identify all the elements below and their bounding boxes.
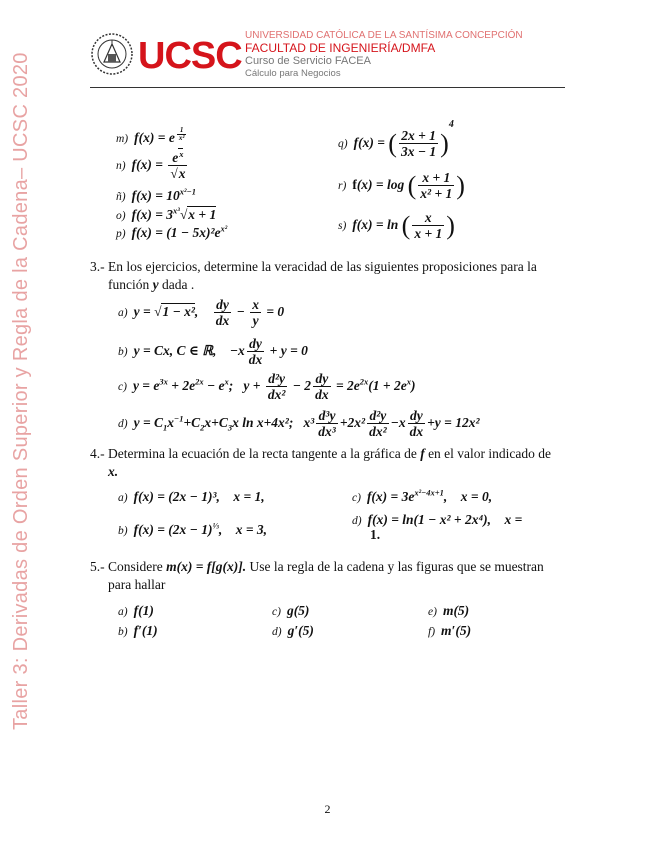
find-b: b) f′(1) [118, 623, 158, 638]
faculty-name: FACULTAD DE INGENIERÍA/DMFA [245, 41, 436, 55]
find-f: f) m′(5) [428, 623, 472, 638]
exercise-5-text-line2: para hallar [108, 577, 166, 592]
function-n: n) f(x) = $\frac{e^x}{√x}$ [116, 148, 186, 181]
proposition-b: b) y = Cx, C ∈ ℝ, −x $\frac{dy}{dx}$ + y = 0 [118, 336, 308, 367]
function-s: s) f(x) = ln ( $\frac{x}{x + 1}$ ) [338, 210, 455, 241]
proposition-d: d) $y = C_1x^{-1}+C_2x+C_3x$ ln x+4x²; x³ $\frac{\text{d³y}}{\text{dx³}}$ +2x² $\frac{\text{d²y}}{\text{dx²}}$ −x $\frac{dy}{dx}$ +y = 12x² [118, 408, 480, 439]
tangent-d-value: 1. [370, 527, 381, 542]
tangent-b: b) $f(x) = (2x - 1)^{\frac{1}{3}}$, x = 3, [118, 520, 268, 537]
proposition-c: c) $y = e^{3x} + 2e^{2x} - e^x$; y + $\frac{\text{d²y}}{\text{dx²}}$ − 2 $\frac{dy}{dx}$ = $2e^{2x}(1 + 2e^x)$ [118, 371, 416, 402]
tangent-c: c) $f(x) = 3e^{x^2-4x+1}$, x = 0, [352, 487, 493, 504]
subject-name: Cálculo para Negocios [245, 68, 341, 79]
exercise-5-text: 5.- Considere m(x) = f[g(x)]. Use la regla de la cadena y las figuras que se muestran [90, 559, 544, 574]
exercise-4-text-line2: x. [108, 464, 119, 479]
university-name: UNIVERSIDAD CATÓLICA DE LA SANTÍSIMA CONCEPCIÓN [245, 30, 523, 41]
function-ntilde: ñ) $f(x) = 10^{x^2-1}$ [116, 186, 196, 203]
function-p: p) $f(x) = (1 - 5x)^2e^{x^2}$ [116, 223, 228, 240]
logo-text: UCSC [138, 35, 242, 77]
tangent-a: a) f(x) = (2x − 1)³, x = 1, [118, 489, 265, 504]
university-crest-icon [90, 32, 134, 76]
exercise-3-text: 3.- En los ejercicios, determine la veracidad de las siguientes proposiciones para la [90, 259, 537, 274]
header-lines [245, 30, 523, 80]
side-title: Taller 3: Derivadas de Orden Superior y Regla de la Cadena– UCSC 2020 [10, 52, 32, 730]
find-a: a) f(1) [118, 603, 154, 618]
course-name: Curso de Servicio FACEA [245, 55, 371, 67]
find-d: d) g′(5) [272, 623, 314, 638]
exercise-4-text: 4.- Determina la ecuación de la recta tangente a la gráfica de f en el valor indicado de [90, 446, 552, 461]
header-divider [90, 87, 565, 88]
function-m: m) f(x) = e $^{\frac{1}{\text{x²}}}$ [116, 126, 185, 145]
function-o: o) $f(x) = 3^{x^3}√x + 1$ [116, 205, 217, 222]
exercise-3-text-line2: función y dada . [108, 277, 195, 292]
tangent-d: d) f(x) = ln(1 − x² + 2x⁴), x = [352, 512, 523, 527]
find-c: c) g(5) [272, 603, 310, 618]
function-q: q) f(x) = ( $\frac{2x + 1}{3x - 1}$ )$^4$ [338, 119, 454, 160]
function-r: r) f(x) = log ( $\frac{x + 1}{\text{x² + 1}}$ ) [338, 170, 465, 201]
find-e: e) m(5) [428, 603, 470, 618]
proposition-a: a) y = √1 − x², $\frac{dy}{dx}$ − $\frac{x}{y}$ = 0 [118, 297, 285, 328]
header [90, 30, 565, 90]
page-number: 2 [324, 802, 331, 816]
